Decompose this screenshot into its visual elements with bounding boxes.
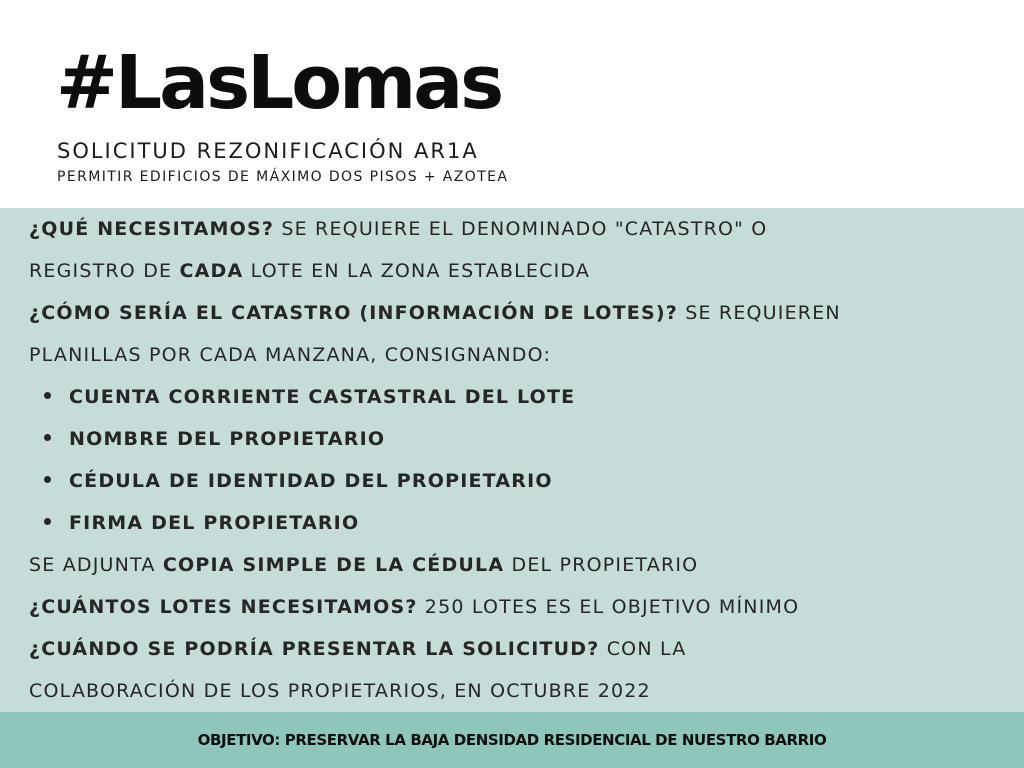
bullet-icon <box>44 434 51 441</box>
question-when-label: ¿CUÁNDO SE PODRÍA PRESENTAR LA SOLICITUD? <box>29 638 600 660</box>
question-how-many-answer: 250 LOTES ES EL OBJETIVO MÍNIMO <box>417 596 800 618</box>
info-panel <box>0 208 1024 712</box>
list-item <box>44 376 575 418</box>
attachment-text-post: DEL PROPIETARIO <box>504 554 699 576</box>
list-item-text: CÉDULA DE IDENTIDAD DEL PROPIETARIO <box>69 470 553 492</box>
list-item-text: FIRMA DEL PROPIETARIO <box>69 512 360 534</box>
list-item <box>44 418 385 460</box>
question-how-continuation: PLANILLAS POR CADA MANZANA, CONSIGNANDO: <box>29 344 552 366</box>
attachment-text-bold: COPIA SIMPLE DE LA CÉDULA <box>162 554 505 576</box>
question-when-line <box>29 628 686 670</box>
secondary-subtitle: PERMITIR EDIFICIOS DE MÁXIMO DOS PISOS + AZOTEA <box>57 169 509 185</box>
attachment-text-pre: SE ADJUNTA <box>29 554 163 576</box>
footer-objective-text: OBJETIVO: PRESERVAR LA BAJA DENSIDAD RESIDENCIAL DE NUESTRO BARRIO <box>197 731 827 749</box>
question-how-label: ¿CÓMO SERÍA EL CATASTRO (INFORMACIÓN DE LOTES)? <box>29 302 678 324</box>
registry-line <box>29 250 590 292</box>
page-title: #LasLomas <box>56 40 502 126</box>
subtitle: SOLICITUD REZONIFICACIÓN AR1A <box>57 139 479 163</box>
question-how-many-line <box>29 586 799 628</box>
question-how-many-label: ¿CUÁNTOS LOTES NECESITAMOS? <box>29 596 418 618</box>
list-item-text: CUENTA CORRIENTE CASTASTRAL DEL LOTE <box>69 386 576 408</box>
attachment-line <box>29 544 698 586</box>
question-what-answer: SE REQUIERE EL DENOMINADO "CATASTRO" O <box>274 218 768 240</box>
list-item <box>44 460 553 502</box>
list-item-text: NOMBRE DEL PROPIETARIO <box>69 428 386 450</box>
bullet-icon <box>44 392 51 399</box>
bullet-icon <box>44 476 51 483</box>
registry-text-pre: REGISTRO DE <box>29 260 180 282</box>
registry-text-post: LOTE EN LA ZONA ESTABLECIDA <box>243 260 591 282</box>
question-what-label: ¿QUÉ NECESITAMOS? <box>29 218 275 240</box>
header <box>0 0 1024 208</box>
question-when-answer: CON LA <box>599 638 687 660</box>
question-how-answer: SE REQUIEREN <box>677 302 841 324</box>
question-when-continuation: COLABORACIÓN DE LOS PROPIETARIOS, EN OCTUBRE 2022 <box>29 680 651 702</box>
question-how-line <box>29 292 841 334</box>
registry-text-bold: CADA <box>179 260 244 282</box>
footer-banner <box>0 712 1024 768</box>
list-item <box>44 502 359 544</box>
question-what-line <box>29 208 767 250</box>
bullet-icon <box>44 518 51 525</box>
